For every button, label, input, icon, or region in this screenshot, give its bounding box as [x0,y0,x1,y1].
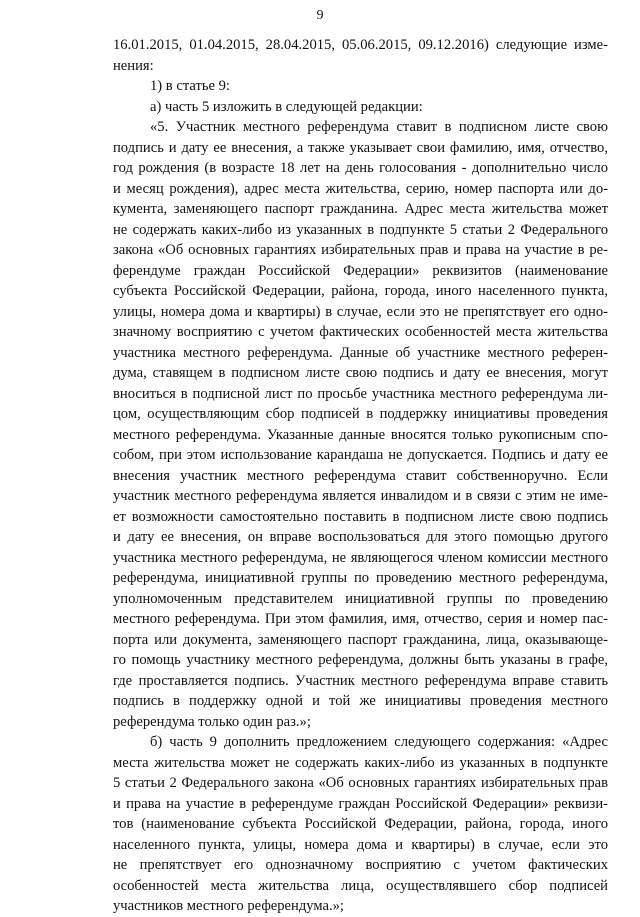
text-line: собом, при этом использование карандаша не допускается. Подпись и дату ее [113,447,608,463]
text-line: участника местного референдума, не являющегося членом комиссии местного [113,549,608,566]
text-line: местного референдума. При этом фамилия, имя, отчество, серия и номер пас- [113,611,608,627]
text-line: вноситься в подписной лист по просьбе участника местного референдума ли- [113,385,608,402]
text-line: внесения участник местного референдума ставит собственноручно. Если [113,467,608,484]
text-line: где проставляется подпись. Участник местного референдума вправе ставить [113,672,608,689]
text-line: порта или документа, заменяющего паспорт гражданина, лица, оказывающе- [113,631,608,648]
text-line: закона «Об основных гарантиях избирательных прав и права на участие в ре- [113,242,608,258]
text-line: значному восприятию с учетом фактических особенностей места жительства [113,324,608,340]
text-line: подпись в поддержку одной и той же инициативы проведения местного [113,693,608,709]
text-line: нения: [113,57,154,74]
text-line: референдума только один раз.»; [113,713,311,730]
text-line: не содержать каких-либо из указанных в подпункте 5 статьи 2 Федерального [113,221,608,238]
text-line: и дату ее внесения, он вправе воспользоваться для этого помощью другого [113,529,608,545]
text-line: б) часть 9 дополнить предложением следующего содержания: «Адрес [150,734,608,750]
text-line: улицы, номера дома и квартиры) в случае, если это не препятствует его одно- [113,303,608,320]
text-line: дума, ставящем в подписном листе свою подпись и дату ее внесения, могут [113,365,608,381]
text-line: цом, осуществляющим сбор подписей в поддержку инициативы проведения [113,406,608,422]
text-line: ферендуме граждан Российской Федерации» реквизитов (наименование [113,262,608,279]
text-line: референдума, инициативной группы по проведению местного референдума, [113,570,608,586]
text-line: подпись и дату ее внесения, а также указывает свои фамилию, имя, отчество, [113,139,608,156]
text-line: «5. Участник местного референдума ставит в подписном листе свою [150,119,608,135]
text-line: 16.01.2015, 01.04.2015, 28.04.2015, 05.06.2015, 09.12.2016) следующие изме- [113,37,608,53]
document-body [113,35,608,917]
text-line: места жительства может не содержать каких-либо из указанных в подпункте [113,754,608,771]
text-line: населенного пункта, улицы, номера дома и квартиры) в случае, если это [113,836,608,853]
text-line: особенностей места жительства лица, осуществлявшего сбор подписей [113,877,608,894]
text-line: ет возможности самостоятельно поставить в подписном листе свою подпись [113,508,608,525]
text-line: участников местного референдума.»; [113,898,344,914]
text-line: не препятствует его однозначному восприятию с учетом фактических [113,857,608,873]
text-line: год рождения (в возрасте 18 лет на день голосования - дополнительно число [113,160,608,176]
text-line: тов (наименование субъекта Российской Федерации, района, города, иного [113,816,608,832]
text-line: 5 статьи 2 Федерального закона «Об основных гарантиях избирательных прав [113,775,608,791]
text-line: и месяц рождения), адрес места жительства, серию, номер паспорта или до- [113,180,608,197]
text-line: 1) в статье 9: [150,78,230,94]
text-line: и права на участие в референдуме граждан Российской Федерации» реквизи- [113,795,608,812]
page-number: 9 [316,8,324,23]
text-line: местного референдума. Указанные данные вносятся только рукописным спо- [113,426,608,443]
text-line: субъекта Российской Федерации, района, города, иного населенного пункта, [113,283,608,299]
text-line: уполномоченным представителем инициативной группы по проведению [113,590,608,607]
text-line: го помощь участнику местного референдума, должны быть указаны в графе, [113,652,608,668]
text-line: кумента, заменяющего паспорт гражданина. Адрес места жительства может [113,201,608,217]
text-line: участник местного референдума является инвалидом и в связи с этим не име- [113,488,608,504]
text-line: а) часть 5 изложить в следующей редакции: [150,98,423,115]
text-line: участника местного референдума. Данные об участнике местного референ- [113,344,608,361]
